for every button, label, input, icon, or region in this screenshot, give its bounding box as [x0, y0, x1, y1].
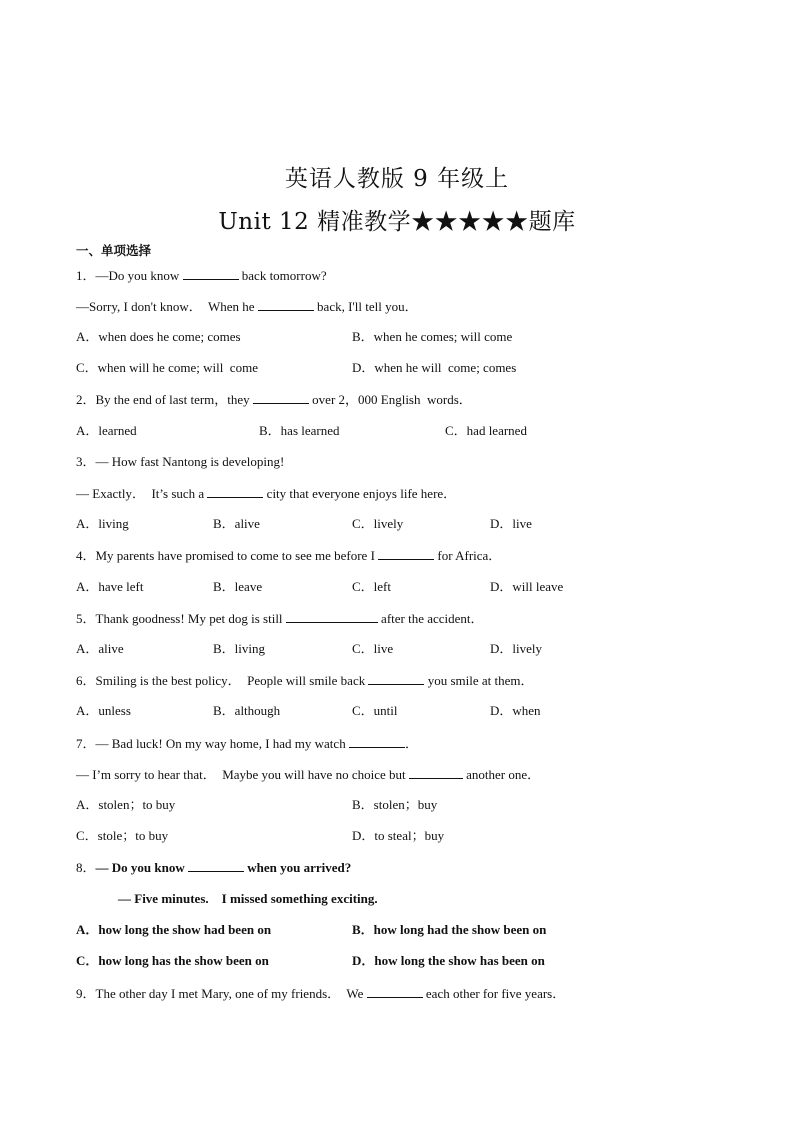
question-4-option-c: C．left: [352, 579, 391, 594]
question-1-option-d: D．when he will come; comes: [352, 360, 517, 375]
question-2-option-a: A．learned: [76, 423, 137, 438]
section-heading: 一、单项选择: [76, 243, 152, 258]
question-3-reply: — Exactly． It’s such a city that everyone enjoys life here．: [76, 486, 457, 501]
answer-blank: [183, 267, 239, 280]
question-4-stem: 4．My parents have promised to come to see me before I for Africa．: [76, 548, 502, 563]
question-6-stem: 6．Smiling is the best policy． People will smile back you smile at them．: [76, 673, 534, 688]
question-3-option-c: C．lively: [352, 516, 404, 531]
question-8-option-a: A．how long the show had been on: [76, 922, 272, 937]
question-1-option-c: C．when will he come; will come: [76, 360, 258, 375]
question-1-option-a: A．when does he come; comes: [76, 329, 241, 344]
question-5-option-d: D．lively: [490, 641, 542, 656]
question-6-option-a: A．unless: [76, 703, 131, 718]
question-8-option-b: B．how long had the show been on: [352, 922, 547, 937]
answer-blank: [349, 735, 405, 748]
question-7-option-a: A．stolen；to buy: [76, 797, 176, 812]
question-8-stem: 8．— Do you know when you arrived?: [76, 860, 352, 875]
question-6-option-d: D．when: [490, 703, 541, 718]
question-5-stem: 5．Thank goodness! My pet dog is still after the accident．: [76, 611, 484, 626]
answer-blank: [378, 547, 434, 560]
question-6-option-c: C．until: [352, 703, 398, 718]
question-4-option-d: D．will leave: [490, 579, 564, 594]
answer-blank: [367, 985, 423, 998]
question-3-stem: 3．— How fast Nantong is developing!: [76, 454, 285, 469]
question-7-option-d: D．to steal；buy: [352, 828, 445, 843]
question-9-stem: 9．The other day I met Mary, one of my friends． We each other for five years．: [76, 986, 566, 1001]
answer-blank: [286, 610, 378, 623]
document-title: 英语人教版 9 年级上: [284, 166, 510, 192]
question-7-reply: — I’m sorry to hear that． Maybe you will have no choice but another one．: [76, 767, 541, 782]
answer-blank: [207, 485, 263, 498]
answer-blank: [253, 391, 309, 404]
question-3-option-b: B．alive: [213, 516, 260, 531]
question-7-option-b: B．stolen；buy: [352, 797, 438, 812]
question-1-stem: 1．—Do you know back tomorrow?: [76, 268, 327, 283]
question-1-reply: —Sorry, I don't know． When he back, I'll tell you．: [76, 299, 418, 314]
answer-blank: [188, 859, 244, 872]
question-8-option-c: C．how long has the show been on: [76, 953, 269, 968]
question-5-option-b: B．living: [213, 641, 266, 656]
question-5-option-a: A．alive: [76, 641, 124, 656]
document-subtitle: Unit 12 精准教学★★★★★题库: [218, 209, 576, 235]
answer-blank: [409, 766, 463, 779]
question-2-stem: 2．By the end of last term，they over 2，000 English words．: [76, 392, 472, 407]
question-7-option-c: C．stole；to buy: [76, 828, 169, 843]
answer-blank: [258, 298, 314, 311]
question-2-option-b: B．has learned: [259, 423, 340, 438]
question-7-stem: 7．— Bad luck! On my way home, I had my watch ．: [76, 736, 418, 751]
question-3-option-d: D．live: [490, 516, 532, 531]
question-6-option-b: B．although: [213, 703, 281, 718]
question-3-option-a: A．living: [76, 516, 129, 531]
question-5-option-c: C．live: [352, 641, 394, 656]
question-2-option-c: C．had learned: [445, 423, 527, 438]
question-4-option-a: A．have left: [76, 579, 144, 594]
question-4-option-b: B．leave: [213, 579, 263, 594]
question-8-reply: — Five minutes. I missed something exciting.: [118, 891, 378, 906]
answer-blank: [368, 672, 424, 685]
question-8-option-d: D．how long the show has been on: [352, 953, 545, 968]
question-1-option-b: B．when he comes; will come: [352, 329, 513, 344]
